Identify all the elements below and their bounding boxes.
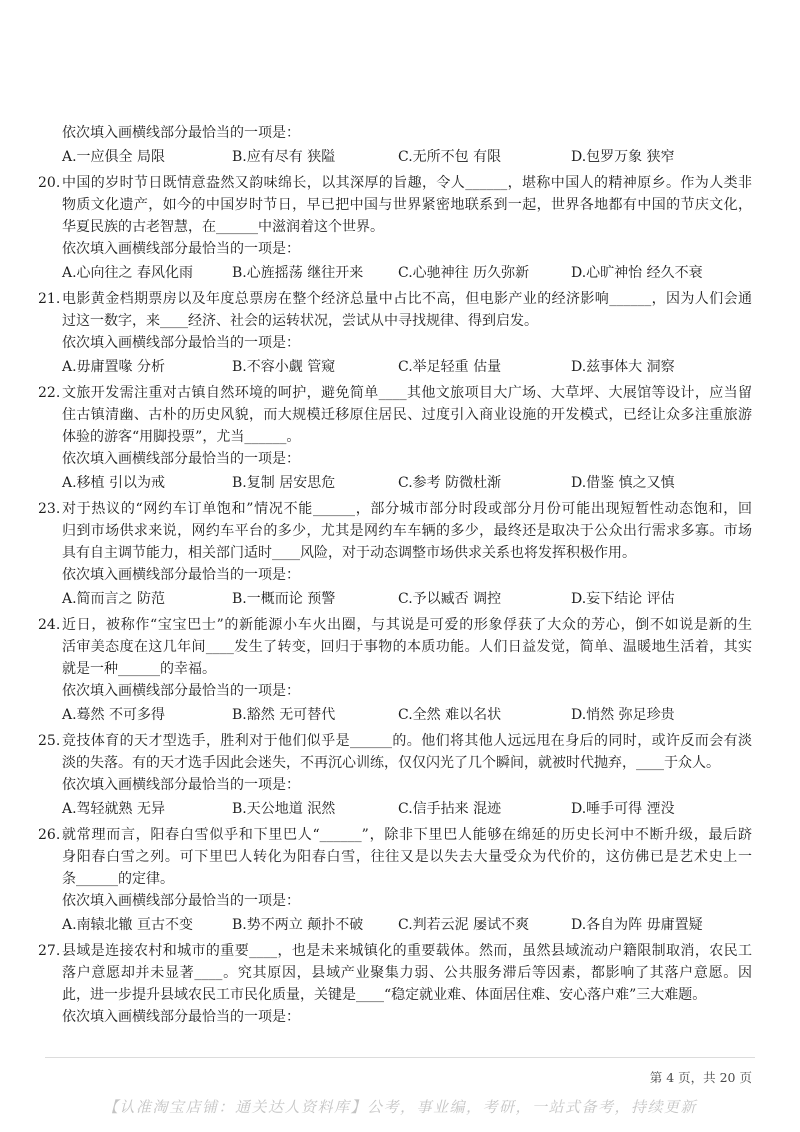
carryover-instruction: 依次填入画横线部分最恰当的一项是： [62,125,300,141]
question-stem-line: 文旅开发需注重对古镇自然环境的呵护，避免简单____其他文旅项目大广场、大草坪、大展馆等设计，应当留 [62,385,752,401]
question-number: 24. [38,617,61,633]
option-a: A.南辕北辙 亘古不变 [62,917,194,933]
option-d: D.兹事体大 洞察 [571,359,675,375]
option-b: B.豁然 无可替代 [232,707,336,723]
question-stem-line: 过这一数字，来____经济、社会的运转状况，尝试从中寻找规律、得到启发。 [62,313,538,329]
option-b: B.天公地道 泯然 [232,801,336,817]
question-23 [38,498,752,610]
question-instruction: 依次填入画横线部分最恰当的一项是： [62,567,300,583]
question-stem-line: 条______的定律。 [62,871,174,887]
option-d: D.心旷神怡 经久不衰 [571,265,703,281]
answer-options-row [62,704,752,726]
question-26 [38,824,752,936]
question-stem-line: 身阳春白雪之列。可下里巴人转化为阳春白雪，往往又是以失去大量受众为代价的，这仿佛已是艺术史上一 [62,849,752,865]
question-22 [38,382,752,494]
question-stem-line: 物质文化遗产，如今的中国岁时节日，早已把中国与世界紧密地联系到一起，世界各地都有中国的节庆文化， [62,197,752,213]
option-a: A.简而言之 防范 [62,591,166,607]
option-a: A.移植 引以为戒 [62,475,166,491]
question-number: 26. [38,827,61,843]
option-b: B.应有尽有 狭隘 [232,149,336,165]
question-instruction: 依次填入画横线部分最恰当的一项是： [62,683,300,699]
answer-options-row [62,588,752,610]
option-c: C.予以臧否 调控 [398,591,502,607]
page-content [38,122,752,1028]
question-number: 21. [38,291,61,307]
option-d: D.借鉴 慎之又慎 [571,475,675,491]
question-number: 20. [38,175,61,191]
watermark-text: 【认准淘宝店铺：通关达人资料库】公考，事业编，考研，一站式备考，持续更新 [102,1098,697,1116]
option-a: A.蓦然 不可多得 [62,707,166,723]
question-number: 22. [38,385,61,401]
option-d: D.妄下结论 评估 [571,591,675,607]
option-a: A.一应俱全 局限 [62,149,166,165]
question-stem-line: 对于热议的“网约车订单饱和”情况不能______，部分城市部分时段或部分月份可能出现短暂性动态饱和，回 [62,501,752,517]
option-c: C.举足轻重 估量 [398,359,502,375]
option-d: D.悄然 弥足珍贵 [571,707,675,723]
question-instruction: 依次填入画横线部分最恰当的一项是： [62,1009,300,1025]
question-number: 23. [38,501,61,517]
question-stem-line: 就是一种______的幸福。 [62,661,216,677]
question-24 [38,614,752,726]
question-stem-line: 淡的失落。有的天才选手因此会迷失，不再沉心训练，仅仅闪光了几个瞬间，就被时代抛弃，____于众人。 [62,755,720,771]
question-stem-line: 近日，被称作“宝宝巴士”的新能源小车火出圈，与其说是可爱的形象俘获了大众的芳心，倒不如说是新的生 [62,617,752,633]
page-indicator: 第 4 页，共 20 页 [649,1070,752,1085]
option-d: D.各自为阵 毋庸置疑 [571,917,703,933]
question-instruction: 依次填入画横线部分最恰当的一项是： [62,777,300,793]
question-27 [38,940,752,1028]
question-stem-line: 体验的游客“用脚投票”，尤当______。 [62,429,301,445]
answer-options-row [62,472,752,494]
question-stem-line: 电影黄金档期票房以及年度总票房在整个经济总量中占比不高，但电影产业的经济影响______，因为人们会通 [62,291,752,307]
carryover-block [62,122,752,168]
question-stem-line: 活审美态度在这几年间____发生了转变，回归于事物的本质功能。人们日益发觉，简单、温暖地生活着，其实 [62,639,752,655]
question-stem-line: 就常理而言，阳春白雪似乎和下里巴人“______”，除非下里巴人能够在绵延的历史长河中不断升级，最后跻 [62,827,752,843]
question-stem-line: 中国的岁时节日既情意盎然又韵味绵长，以其深厚的旨趣，令人______，堪称中国人的精神原乡。作为人类非 [62,175,752,191]
answer-options-row [62,356,752,378]
option-a: A.毋庸置喙 分析 [62,359,166,375]
option-c: C.无所不包 有限 [398,149,502,165]
question-stem-line: 住古镇清幽、古朴的历史风貌，而大规模迁移原住居民、过度引入商业设施的开发模式，已经让众多注重旅游 [62,407,752,423]
question-stem-line: 落户意愿却并未显著____。究其原因，县域产业聚集力弱、公共服务滞后等因素，都影响了其落户意愿。因 [62,965,752,981]
question-25 [38,730,752,820]
option-d: D.唾手可得 湮没 [571,801,675,817]
question-stem-line: 具有自主调节能力，相关部门适时____风险，对于动态调整市场供求关系也将发挥积极作用。 [62,545,636,561]
question-number: 27. [38,943,61,959]
option-a: A.心向往之 春风化雨 [62,265,194,281]
answer-options-row [62,798,752,820]
option-c: C.判若云泥 屡试不爽 [398,917,530,933]
question-number: 25. [38,733,61,749]
option-b: B.复制 居安思危 [232,475,336,491]
question-20 [38,172,752,284]
question-instruction: 依次填入画横线部分最恰当的一项是： [62,241,300,257]
question-stem-line: 县域是连接农村和城市的重要____，也是未来城镇化的重要载体。然而，虽然县域流动户籍限制取消，农民工 [62,943,752,959]
option-c: C.信手拈来 混迹 [398,801,502,817]
question-stem-line: 归到市场供求来说，网约车平台的多少，尤其是网约车车辆的多少，最终还是取决于公众出行需求多寡。市场 [62,523,752,539]
option-c: C.全然 难以名状 [398,707,502,723]
question-instruction: 依次填入画横线部分最恰当的一项是： [62,893,300,909]
option-b: B.一概而论 预警 [232,591,336,607]
option-b: B.心旌摇荡 继往开来 [232,265,364,281]
answer-options-row [62,262,752,284]
option-b: B.势不两立 颠扑不破 [232,917,364,933]
option-c: C.心驰神往 历久弥新 [398,265,530,281]
option-d: D.包罗万象 狭窄 [571,149,675,165]
question-instruction: 依次填入画横线部分最恰当的一项是： [62,335,300,351]
question-stem-line: 竞技体育的天才型选手，胜利对于他们似乎是______的。他们将其他人远远甩在身后的同时，或许反而会有淡 [62,733,752,749]
answer-options-row [62,146,752,168]
option-a: A.驾轻就熟 无异 [62,801,166,817]
footer-divider [45,1057,755,1058]
question-instruction: 依次填入画横线部分最恰当的一项是： [62,451,300,467]
answer-options-row [62,914,752,936]
option-c: C.参考 防微杜渐 [398,475,502,491]
question-21 [38,288,752,378]
question-stem-line: 此，进一步提升县域农民工市民化质量，关键是____“稳定就业难、体面居住难、安心落户难”三大难题。 [62,987,707,1003]
question-stem-line: 华夏民族的古老智慧，在______中滋润着这个世界。 [62,219,384,235]
option-b: B.不容小觑 管窥 [232,359,336,375]
